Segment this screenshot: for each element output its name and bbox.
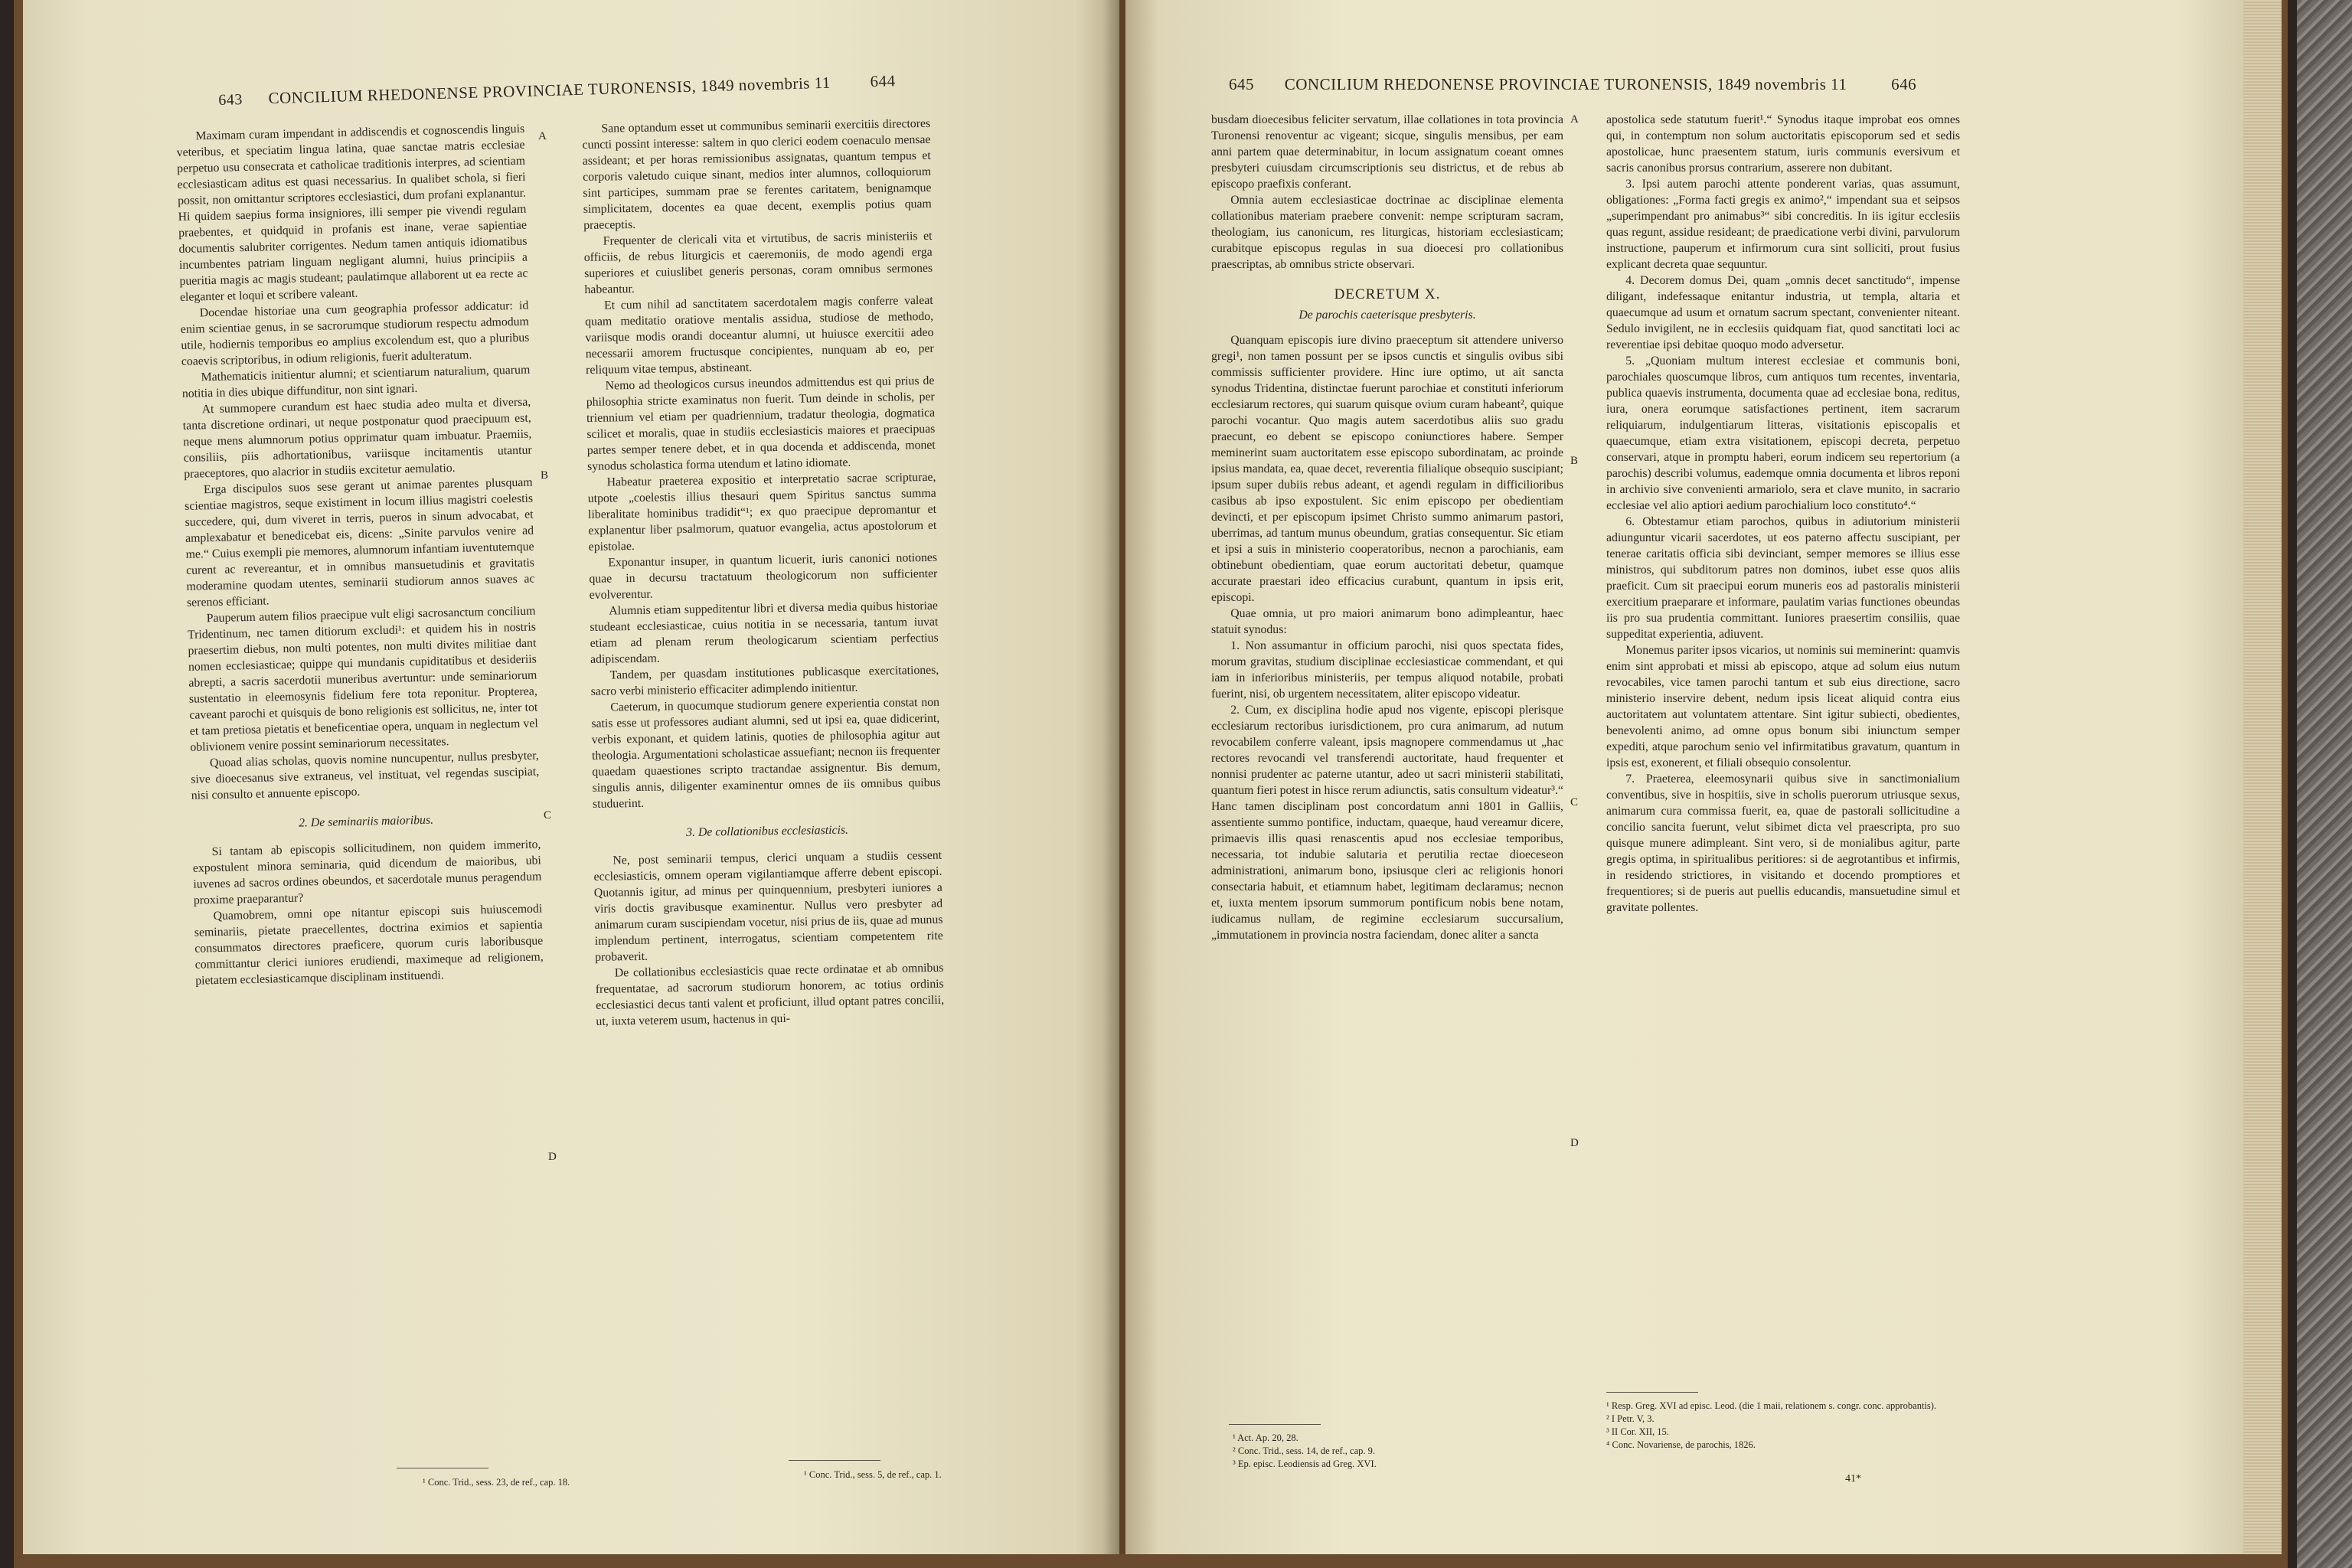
footnote: ² I Petr. V, 3.: [1606, 1413, 1655, 1424]
paragraph: busdam dioecesibus feliciter servatum, illae collationes in tota provincia Turonensi renoventur ac vigeant; sicque, singulis mensibus, per eam anni partem quae determinabitur, in locum assignatum coeant omnes presbyteri cuiusdam circumscriptionis seu districtus, et de rebus ab episcopo praefixis conferant.: [1211, 113, 1563, 191]
section-heading: 2. De seminariis maioribus.: [298, 813, 434, 830]
decree-heading: DECRETUM X.: [1334, 286, 1441, 302]
paragraph: 7. Praeterea, eleemosynarii quibus sive in sanctimonialium conventibus, sive in hospitiis, sive in scholis puerorum utriusque sexus, animarum cura commissa fuerit, ea, quae de pastorali sollicitudine a concilio sancita fuerunt, velut sibimet dicta vel praescripta, pro suo quisque munere adimpleant. Sint vero, si de monialibus agitur, parte gregis optima, in spiritualibus peritiores: si de aegrotantibus et infirmis, in residendo strictiores, in visitando et docendo promptiores et frequentiores; si de pueris aut puellis educandis, mansuetudine simul et gravitate pollentes.: [1606, 773, 1960, 914]
paragraph: 2. Cum, ex disciplina hodie apud nos vigente, episcopi plerisque ecclesiarum rectoribus iurisdictionem, pro cura animarum, ad nutum revocabilem conferre valeant, ipsis magnopere commendamus ut „hac rectores revocandi vel transferendi auctoritate, haud frequenter et nonnisi prudenter ac paterne utantur, adeo ut sacri ministerii stabilitati, quantum fieri potest in hisce rerum adiunctis, satis consultum videatur³.“ Hanc tamen disciplinam post concordatum anni 1801 in Galliis, assentiente summo pontifice, inductam, quaeque, haud vereamur dicere, primaevis illis quasi renascentis apud nos ecclesiae temporibus, necessaria, tot indubie salutaria et perutilia rectae dioeceseon administrationi, animarum bono, ipsiusque cleri ac religionis honori consectaria habuit, et etiamnum habet, legitimam declaramus; necnon et, iuxta mentem ipsorum summorum pontificum nobis bene notam, iudicamus nullam, de regimine ecclesiarum succursalium, „immutationem in provincia nostra faciendam, donec aliter a sancta: [1211, 704, 1563, 942]
paragraph: Habeatur praeterea expositio et interpretatio sacrae scripturae, utpote „coelestis illius thesauri quem Spiritus sanctus summa liberalitate hominibus tradidit“¹; ex quo praecipue depromantur et explanentur liber psalmorum, quatuor evangelia, actus apostolorum et epistolae.: [587, 470, 937, 554]
page-number-inner: 646: [1891, 75, 1917, 93]
footnote: ¹ Conc. Trid., sess. 23, de ref., cap. 18.: [423, 1477, 570, 1488]
left-page: [23, 0, 1119, 1554]
margin-marker-a: A: [538, 130, 547, 142]
right-column-2: [1606, 112, 1960, 916]
footnote-rule: [1606, 1392, 1698, 1393]
paragraph: 5. „Quoniam multum interest ecclesiae et communis boni, parochiales quoscumque libros, cum antiquos tum recentes, inventaria, publica quaevis instrumenta, documenta quae ad ecclesiae bona, reditus, iura, onera eorumque satisfactiones pertinent, item sacrarum reliquiarum, indulgentiarum litteras, visitationis episcopalis et quaecumque, etiam extra visitationem, episcopi decreta, perpetuo conservari, atque in promptu haberi, eorum indicem seu repertorium (a parochis) describi volumus, eademque omnia documenta et libros reponi in archivio sive convenienti armariolo, sera et clave munito, in sacrario ecclesiae vel alio aptiori aedium parochialium loco constituto⁴.“: [1606, 354, 1960, 512]
paragraph: Ne, post seminarii tempus, clerici unquam a studiis cessent ecclesiasticis, omnem operam vigilantiamque afferre debent episcopi. Quotannis igitur, ad minus per quinquennium, presbyteri iuniores a viris doctis gravibusque examinentur. Nullus vero presbyter ad animarum curam suscipiendam vocetur, nisi prius de iis, quae ad munus implendum pertinent, interrogatus, scientiam competentem rite probaverit.: [593, 848, 943, 964]
paragraph: Exponantur insuper, in quantum licuerit, iuris canonici notiones quae in decursu tractatuum theologicorum non sufficienter evolverentur.: [589, 550, 938, 602]
footnote: ¹ Conc. Trid., sess. 5, de ref., cap. 1.: [804, 1469, 942, 1480]
page-number-outer: 643: [218, 91, 243, 109]
paragraph: Quoad alias scholas, quovis nomine nuncupentur, nullus presbyter, sive dioecesanus sive extraneus, vel instituat, vel regendas suscipiat, nisi consulto et annuente episcopo.: [191, 749, 540, 802]
paragraph: Et cum nihil ad sanctitatem sacerdotalem magis conferre valeat quam meditatio oratiove mentalis assidua, studiose de methodo, variisque modis orandi doceantur alumni, ut huiusce exercitii adeo necessarii amorem fructusque concipientes, nunquam ab eo, per reliquum vitae tempus, abstineant.: [584, 293, 934, 377]
right-column-1: [1211, 112, 1563, 943]
left-running-head: [218, 71, 896, 109]
decree-subtitle: De parochis caeterisque presbyteris.: [1298, 309, 1476, 322]
paragraph: 6. Obtestamur etiam parochos, quibus in adiutorium ministerii adiunguntur vicarii sacerdotes, ut eos paterno affectu suscipiant, per tenerae caritatis officia sibi devinciant, semper memores se illius esse ministros, qui subditorum patres non dominos, iubet esse quos aliis praeficit. Cum sit praecipui eorum muneris eos ad pastoralis ministerii exercitium praeparare et informare, paulatim varias functiones obeundas iis pro sua prudentia committant. Iuniores praesertim consiliis, quae suppeditat experientia, adiuvent.: [1606, 515, 1960, 641]
paragraph: De collationibus ecclesiasticis quae recte ordinatae et ab omnibus frequentatae, ad sacrorum studiorum honorem, ac totius ordinis ecclesiastici decus tanti valent et proficiunt, illud optant patres concilii, ut, iuxta veterem usum, hactenus in qui-: [595, 961, 945, 1028]
paragraph: Monemus pariter ipsos vicarios, ut nominis sui meminerint: quamvis enim sint approbati et missi ab episcopo, atque ad solum eius nutum revocabiles, vice tamen parochi tantum et sub eius directione, sacro ministerio inservire debent, nedum ipsis liceat aliquid contra eius auctoritatem aut voluntatem attentare. Sint igitur subiecti, obedientes, benevolenti animo, ad omne opus bonum sibi iniunctum semper expediti, atque parochum senio vel infirmitatibus gravatum, quantum in ipsis est, exonerent, et filiali obsequio consolentur.: [1606, 644, 1960, 769]
paragraph: At summopere curandum est haec studia adeo multa et diversa, tanta discretione ordinari, ut neque postponatur quod praecipuum est, neque mens alumnorum potius opprimatur quam imbuatur. Praemiis, consiliis, piis adhortationibus, variisque incitamentis utantur praeceptores, quo alacrior in studiis excitetur aemulatio.: [182, 395, 532, 481]
margin-marker-c: C: [544, 809, 552, 822]
paragraph: Frequenter de clericali vita et virtutibus, de sacris ministeriis et officiis, de rebus liturgicis et caeremoniis, de modo agendi erga superiores et cuiuslibet generis personas, coram omnibus sermones habeantur.: [583, 229, 933, 296]
paragraph: 3. Ipsi autem parochi attente ponderent varias, quas assumunt, obligationes: „Forma facti gregis ex animo²,“ impendant sua et seipsos „superimpendant pro animabus³“ sibi concreditis. In iis igitur ecclesiis quas regunt, assidue resideant; de praedicatione verbi divini, parvulorum instructione, pauperum et infirmorum cura sint solliciti, prout fusius explicant decreta quae sequuntur.: [1606, 178, 1960, 271]
background-fabric: [2297, 0, 2352, 1568]
paragraph: Alumnis etiam suppeditentur libri et diversa media quibus historiae studeant ecclesiasticae, cuius notitia in se necessaria, tantum iuvat etiam ad plenam rerum theologicarum scientiam perfectius adipiscendam.: [590, 599, 939, 666]
footnote: ³ II Cor. XII, 15.: [1606, 1426, 1669, 1437]
footnotes-column-2: [1606, 1400, 1960, 1452]
paragraph: Quamobrem, omni ope nitantur episcopi suis huiuscemodi seminariis, pietate praecellentes, doctrina eximios et sapientia consummatos directores praeficere, quorum curis laboribusque committantur clerici iuniores erudiendi, maximeque ad religionem, pietatem ecclesiasticamque disciplinam instituendi.: [194, 902, 544, 988]
paragraph: Docendae historiae una cum geographia professor addicatur: id enim scientiae genus, in se sacrorumque studiorum respectu admodum utile, hodiernis temporibus eo amplius excolendum est, quo a pluribus coaevis scriptoribus, in odium religionis, fuerit adulteratum.: [180, 299, 530, 368]
paragraph: Nemo ad theologicos cursus ineundos admittendus est qui prius de philosophia stricte examinatus non fuerit. Tum deinde in scholis, per triennium vel etiam per quadriennium, tradatur theologia, dogmatica scilicet et moralis, quae in studiis ecclesiasticis maiores et praecipuas partes semper tenere debet, et in qua docenda et addiscenda, monet synodus scholastica forma utendum et latino idiomate.: [586, 374, 936, 473]
margin-marker-d: D: [1570, 1137, 1579, 1149]
signature-mark: 41*: [1845, 1473, 1861, 1485]
paragraph: Quae omnia, ut pro maiori animarum bono adimpleantur, haec statuit synodus:: [1211, 607, 1563, 636]
paragraph: Sane optandum esset ut communibus seminarii exercitiis directores cuncti possint interesse: saltem in quo clerici eodem coenaculo mensae assideant; et per horas remissionibus assignatas, quantum tempus et corporis valetudo cuique sinant, medios inter alumnos, colloquiorum sint participes, summam prae se ferentes caritatem, benignamque simplicitatem, docentes ea quae decent, exemplis potius quam praeceptis.: [582, 116, 932, 232]
footnote: ⁴ Conc. Novariense, de parochis, 1826.: [1606, 1439, 1756, 1450]
paragraph: Mathematicis initientur alumni; et scientiarum naturalium, quarum notitia in dies ubique diffunditur, non sint ignari.: [181, 363, 531, 400]
paragraph: Caeterum, in quocumque studiorum genere experientia constat non satis esse ut professores audiant alumni, sed ut ipsi ea, quae didicerint, verbis exponant, et quidem latinis, quoties de philosophia agitur aut theologia. Argumentationi scholasticae assuefiant; necnon iis frequenter quaedam quaestiones scripto tractandae assignentur. Bis demum, singulis annis, diligenter examinentur omnes de iis omnibus quibus studuerint.: [591, 695, 941, 811]
paragraph: Si tantam ab episcopis sollicitudinem, non quidem immerito, expostulent minora seminaria, quid dicendum de maioribus, ubi iuvenes ad sacros ordines obeundos, et sacerdotale munus peragendum proxime praeparantur?: [192, 838, 542, 907]
page-number-outer: 645: [1229, 75, 1254, 93]
margin-marker-d: D: [548, 1151, 557, 1163]
paragraph: apostolica sede statutum fuerit¹.“ Synodus itaque improbat eos omnes qui, in contemptum non solum auctoritatis episcoporum sed et sedis apostolicae, hunc praesentem statum, iuris communis eversivum et sacris canonibus prorsus contrarium, asserere non dubitant.: [1606, 113, 1960, 175]
footnote: ¹ Resp. Greg. XVI ad episc. Leod. (die 1 maii, relationem s. congr. conc. approbantis).: [1606, 1400, 1937, 1411]
margin-marker-b: B: [1570, 455, 1579, 467]
margin-marker-c: C: [1570, 796, 1579, 808]
footnote: ¹ Act. Ap. 20, 28.: [1233, 1432, 1298, 1443]
paragraph: 1. Non assumantur in officium parochi, nisi quos spectata fides, morum gravitas, studium disciplinae ecclesiasticae commendant, et qui iam in inferioribus ministeriis, per tempus aliquod notabile, probati fuerint, nisi, ob urgentem necessitatem, aliter episcopo videatur.: [1211, 639, 1563, 701]
paragraph: Tandem, per quasdam institutiones publicasque exercitationes, sacro verbi ministerio efficaciter adimplendo initientur.: [590, 663, 939, 698]
paragraph: Pauperum autem filios praecipue vult eligi sacrosanctum concilium Tridentinum, nec tamen ditiorum excludi¹: et quidem his in nostris praesertim diebus, non multi potentes, non multi divites militiae dant nomen ecclesiasticae; quippe qui mundanis cupiditatibus et desideriis abrepti, a sacris sacerdotii muneribus avertuntur: unde seminariorum sustentatio in eleemosynis fidelium fere tota reponitur. Propterea, caveant parochi et quisquis de bono religionis est sollicitus, ne, inter tot et tam pretiosa pietatis et beneficentiae opera, unquam in neglectum vel oblivionem venire possint seminariorum necessitates.: [187, 604, 538, 754]
right-page: [1125, 0, 2243, 1554]
left-column-1: [176, 121, 544, 989]
footnote: ³ Ep. episc. Leodiensis ad Greg. XVI.: [1233, 1459, 1377, 1469]
paragraph: Quanquam episcopis iure divino praeceptum sit attendere universo gregi¹, non tamen possunt per se ipsos cunctis et singulis ovibus sibi commissis sufficienter providere. Hinc iure optimo, ut ait sancta synodus Tridentina, distinctae fuerunt parochiae et constituti inferiorum ecclesiarum rectores, qui suarum quisque ovium curam habeant², quique parochi vocantur. Quo magis autem sacerdotibus aliis suo gradu praecunt, eo debent se episcopo coniunctiores habere. Semper meminerint suam auctoritatem esse episcopo subordinatam, ac proinde ipsius mandata, ea, quae decet, reverentia filialique obsequio suscipiant; ipsum super dubiis rebus adeant, et agendi regulam in difficilioribus casibus ab ipso expostulent. Sic enim episcopo per obedientiam devincti, et per episcopum ipsimet Christo summo animarum pastori, uberrimas, ad tantum munus obeundum, gratias consequentur. Sic etiam et ipsi a suis in ministerio cooperatoribus, necnon a parochianis, eam obtinebunt obedientiam, quae eorum auctoritati debetur, quamque accurate praestari ideo efficacius curabunt, quantum in ipsis erit, episcopi.: [1211, 334, 1563, 604]
paragraph: Maximam curam impendant in addiscendis et cognoscendis linguis veteribus, et speciatim lingua latina, quae sanctae matris ecclesiae perpetuo usu consecrata et catholicae traditionis interpres, ad scientiam ecclesiasticam aditus est quasi necessarius. In qualibet schola, si fieri possit, non omittantur scriptores ecclesiastici, dum profani explanantur. Hi quidem saepius forma insigniores, illi semper pie vivendi regulam praebentes, et quidquid in profanis est inane, verae sapientiae documentis salubriter corrigentes. Nedum tamen antiquis idiomatibus incumbentes patriam linguam negligant alumni, huius principiis a pueritia magis ac magis studeant; paulatimque allaborent ut ea recte ac eleganter et loqui et scribere valeant.: [176, 122, 528, 304]
margin-marker-b: B: [541, 469, 549, 482]
left-column-2: [582, 116, 945, 1030]
footnotes-column-1: [1233, 1432, 1539, 1471]
page-title: CONCILIUM RHEDONENSE PROVINCIAE TURONENSIS, 1849 novembris 11: [1284, 75, 1847, 93]
paragraph: 4. Decorem domus Dei, quam „omnis decet sanctitudo“, impense diligant, indefessaque enitantur industria, ut templa, altaria et quaecumque ad usum et ornatum sacrum spectant, convenienter niteant. Sedulo invigilent, ne in ecclesiis quidquam fiat, quod sanctitati loci ac reverentiae ipsi debitae quoquo modo adversetur.: [1606, 274, 1960, 351]
paragraph: Erga discipulos suos sese gerant ut animae parentes plusquam scientiae magistros, seque existiment in locum illius magistri coelestis succedere, qui, dum viveret in terris, pueros in sinum advocabat, et amplexabatur et benedicebat eis, dicens: „Sinite parvulos venire ad me.“ Cuius exempli pie memores, alumnorum infantiam iuventutemque curent ac revereantur, et in omnibus mansuetudinis et gravitatis moderamine quodam utentes, seminarii studiorum annos suaves ac serenos efficiant.: [185, 475, 535, 609]
right-running-head: [1229, 75, 1916, 94]
page-number-inner: 644: [870, 71, 896, 91]
paragraph: Omnia autem ecclesiasticae doctrinae ac disciplinae elementa collationibus materiam praebere convenit: nempe scripturam sacram, theologiam, ius canonicum, res liturgicas, historiam ecclesiasticam; curabitque episcopus regulas in sua dioecesi pro collationibus praescriptas, ab omnibus stricte observari.: [1211, 194, 1563, 271]
margin-marker-a: A: [1570, 113, 1579, 126]
footnote-rule: [789, 1460, 880, 1461]
footnote: ² Conc. Trid., sess. 14, de ref., cap. 9.: [1233, 1446, 1376, 1456]
footnote-rule: [1229, 1424, 1321, 1425]
page-title: CONCILIUM RHEDONENSE PROVINCIAE TURONENSIS, 1849 novembris 11: [268, 73, 831, 108]
section-heading: 3. De collationibus ecclesiasticis.: [686, 823, 849, 839]
